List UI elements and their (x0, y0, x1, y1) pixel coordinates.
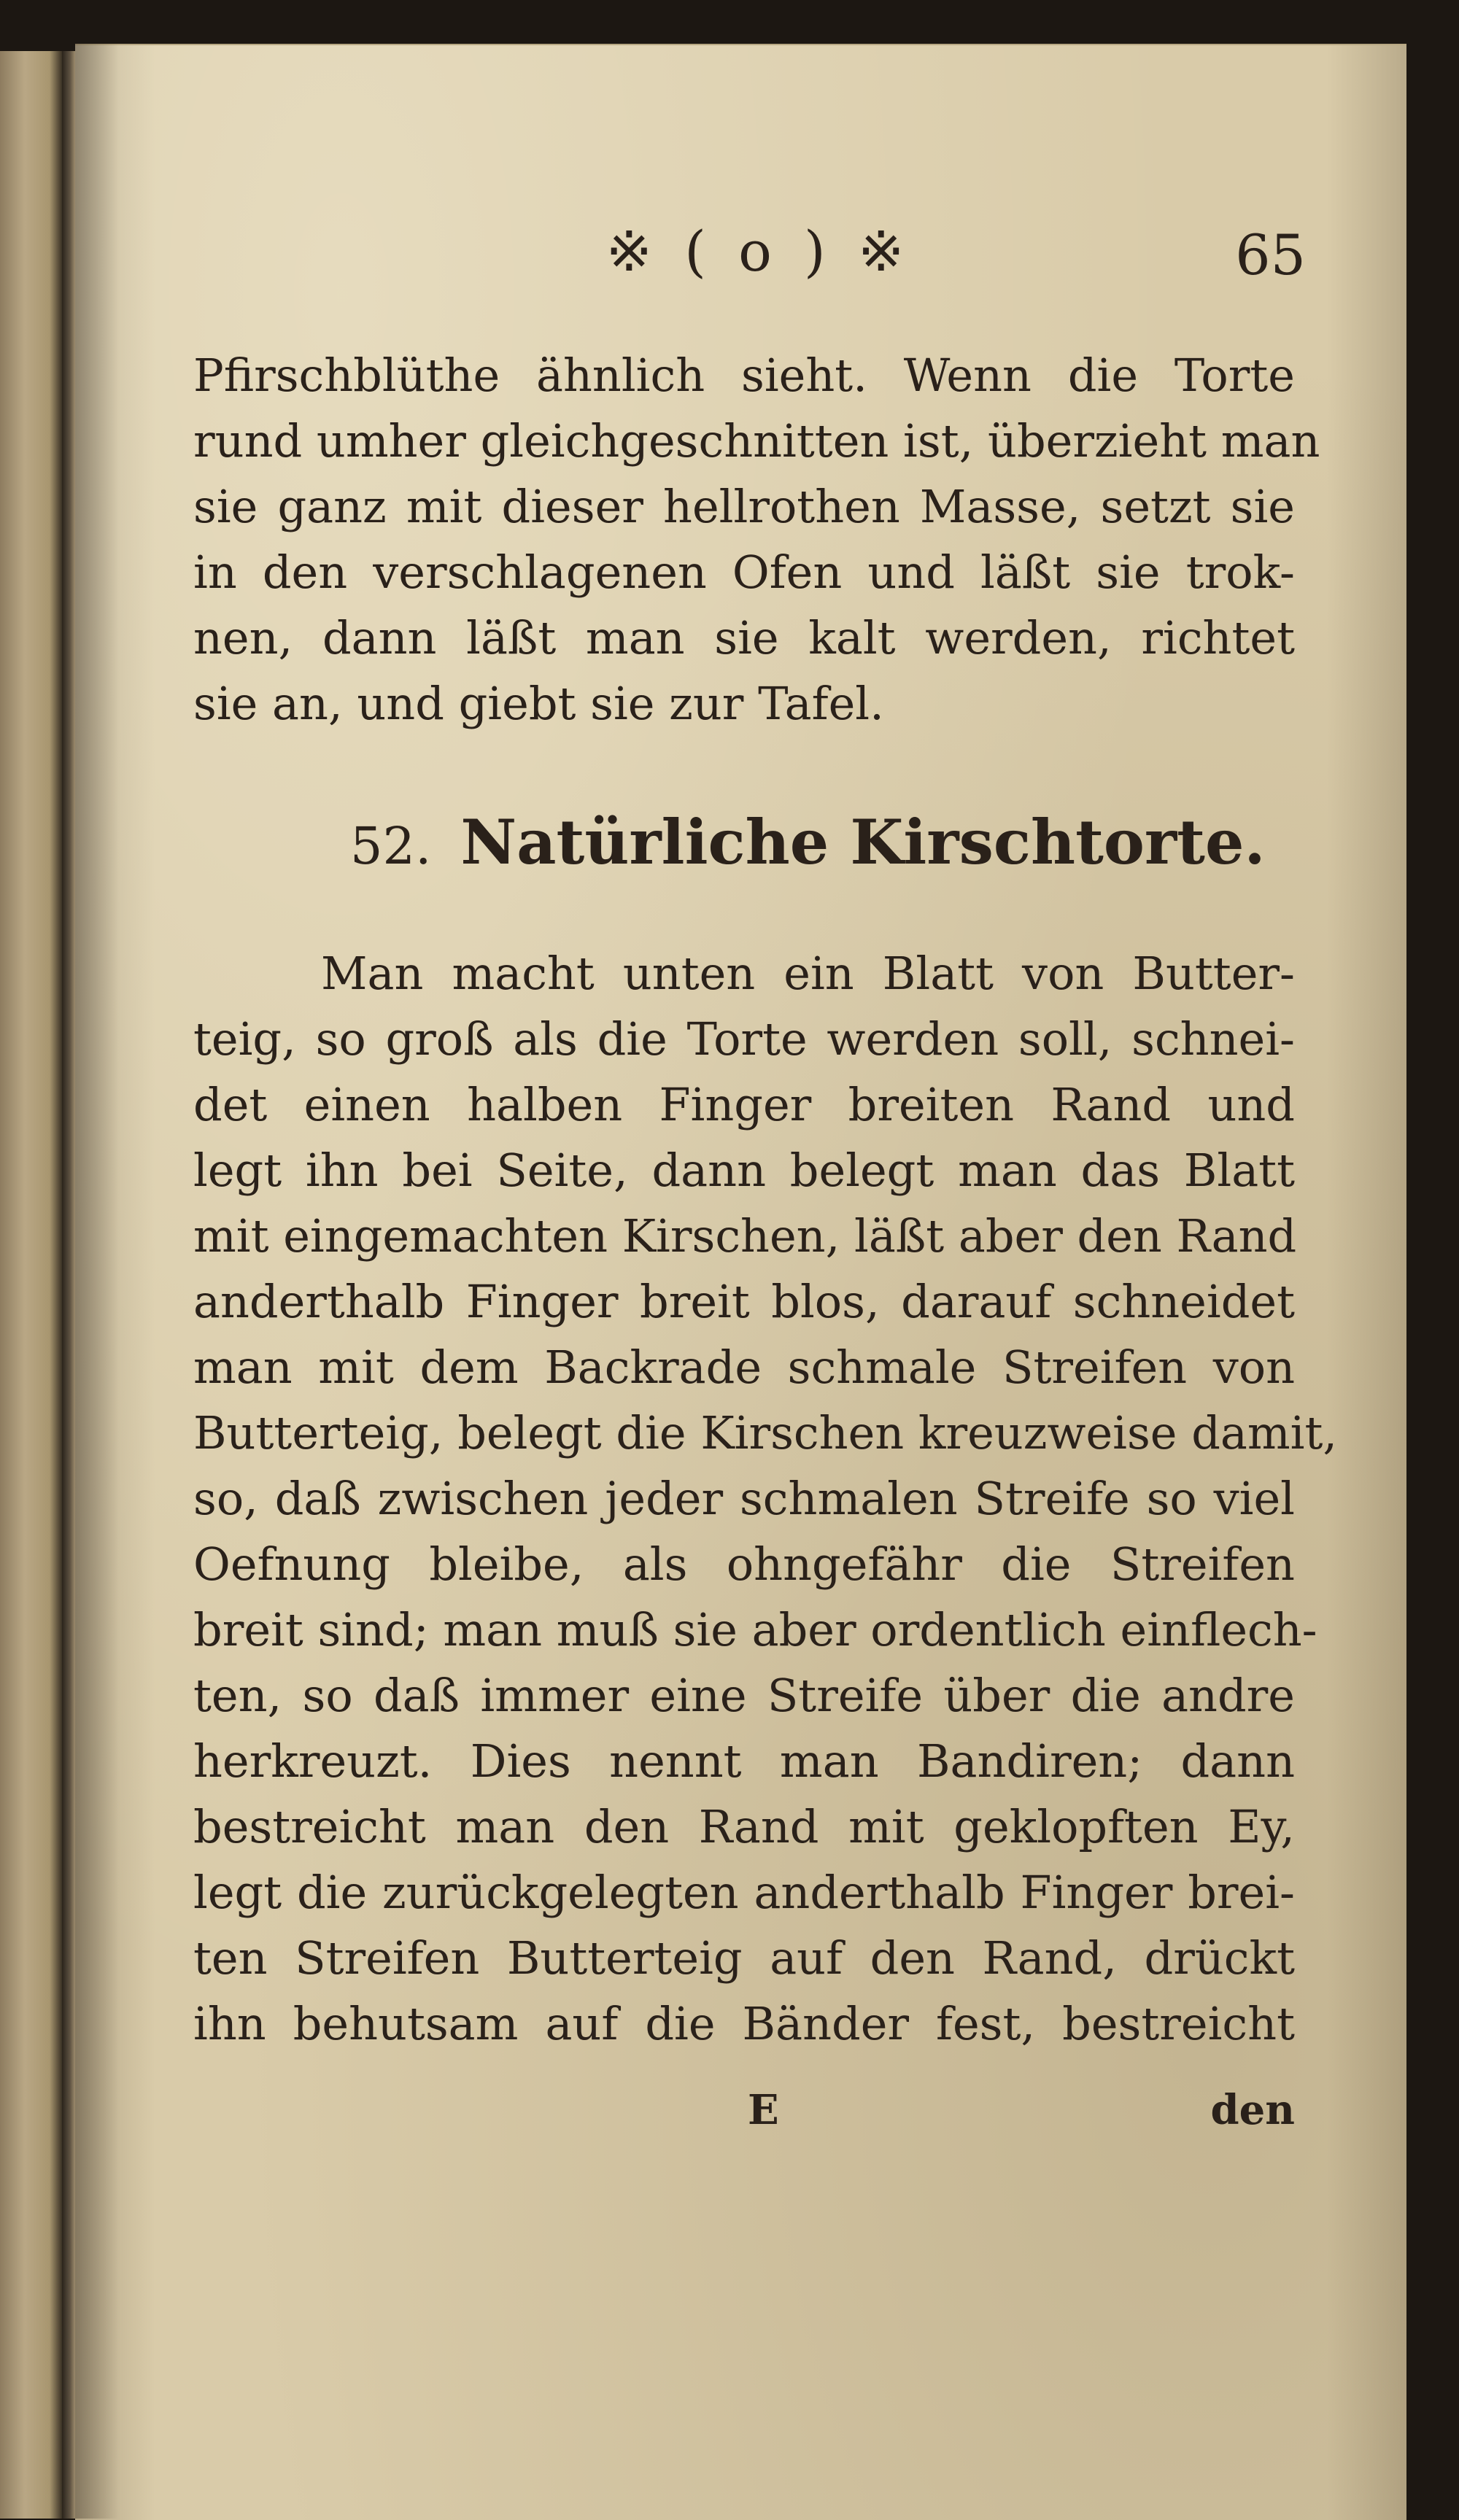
text-line: man mit dem Backrade schmale Streifen von (193, 1341, 1295, 1394)
recipe-paragraph (193, 941, 1338, 2057)
text-line: Man macht unten ein Blatt von Butter- (321, 947, 1295, 1000)
facing-page-edge (0, 51, 62, 2519)
text-line: ihn behutsam auf die Bänder fest, bestreicht (193, 1997, 1295, 2050)
text-line: det einen halben Finger breiten Rand und (193, 1078, 1295, 1131)
text-line: ten Streifen Butterteig auf den Rand, drückt (193, 1931, 1295, 1985)
page-fold-shadow (75, 44, 119, 2519)
text-line: teig, so groß als die Torte werden soll, schnei- (193, 1012, 1295, 1066)
text-line: Butterteig, belegt die Kirschen kreuzweise damit, (193, 1406, 1338, 1459)
recipe-title: Natürliche Kirschtorte. (460, 806, 1266, 878)
text-line: herkreuzt. Dies nennt man Bandiren; dann (193, 1734, 1295, 1788)
text-line: breit sind; man muß sie aber ordentlich einflech- (193, 1603, 1317, 1656)
recipe-number: 52. (350, 816, 432, 876)
running-header: ※ ( o ) ※ (605, 219, 912, 284)
text-line: nen, dann läßt man sie kalt werden, richtet (193, 611, 1295, 664)
text-line: mit eingemachten Kirschen, läßt aber den Rand (193, 1209, 1297, 1263)
text-line: rund umher gleichgeschnitten ist, überzieht man (193, 414, 1320, 468)
text-line: ten, so daß immer eine Streife über die andre (193, 1669, 1295, 1722)
page-number: 65 (1235, 222, 1306, 287)
catchword: den (1210, 2086, 1295, 2134)
text-line: sie an, und giebt sie zur Tafel. (193, 677, 884, 730)
text-line: sie ganz mit dieser hellrothen Masse, setzt sie (193, 480, 1295, 533)
book-gutter (62, 51, 75, 2519)
paragraph-continued (193, 343, 1320, 737)
text-line: legt ihn bei Seite, dann belegt man das Blatt (193, 1144, 1295, 1197)
text-line: bestreicht man den Rand mit geklopften Ey, (193, 1800, 1295, 1853)
signature-mark: E (748, 2086, 779, 2134)
text-line: Pfirschblüthe ähnlich sieht. Wenn die Torte (193, 349, 1295, 402)
text-line: legt die zurückgelegten anderthalb Finger brei- (193, 1866, 1295, 1919)
text-line: in den verschlagenen Ofen und läßt sie trok- (193, 546, 1295, 599)
page-footer (193, 2086, 1295, 2152)
text-line: Oefnung bleibe, als ohngefähr die Streifen (193, 1538, 1295, 1591)
text-line: anderthalb Finger breit blos, darauf schneidet (193, 1275, 1295, 1328)
text-line: so, daß zwischen jeder schmalen Streife so viel (193, 1472, 1295, 1525)
recipe-heading (350, 806, 1266, 893)
